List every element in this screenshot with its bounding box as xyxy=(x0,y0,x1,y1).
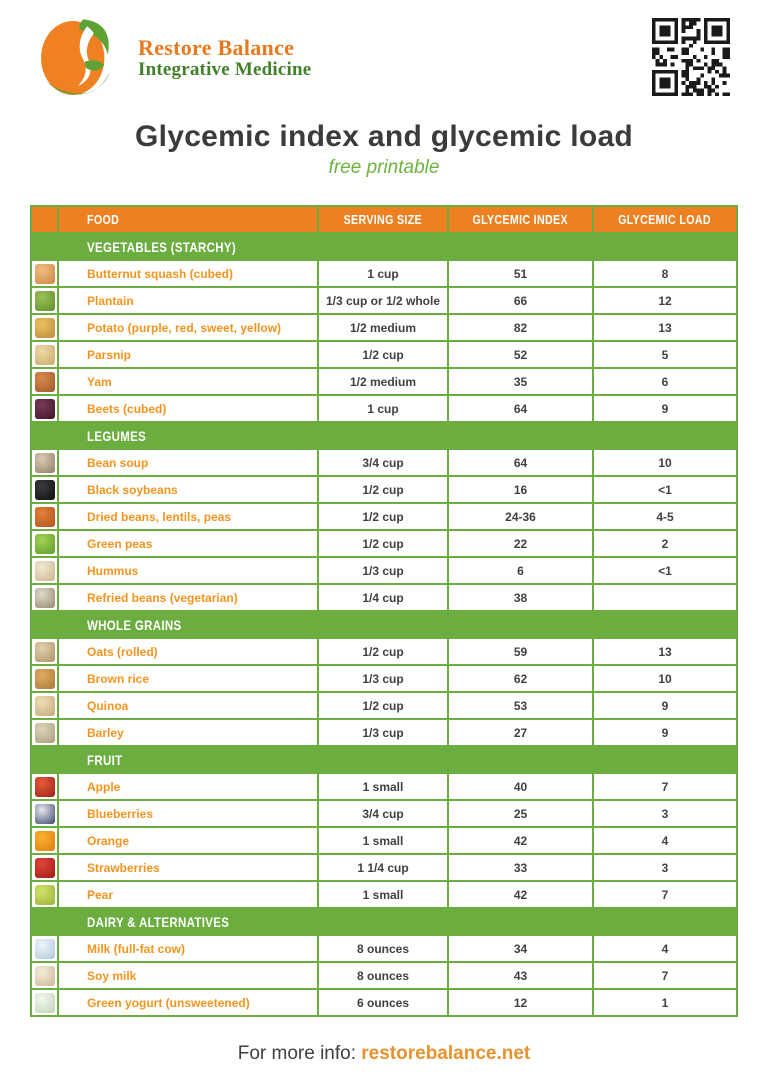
footer-text: For more info: xyxy=(237,1043,362,1064)
food-name: Strawberries xyxy=(59,855,317,880)
glycemic-load-value: 6 xyxy=(594,369,736,394)
table-row xyxy=(32,936,736,961)
food-icon-cell xyxy=(32,450,57,475)
page-subtitle: free printable xyxy=(328,157,440,178)
food-name: Refried beans (vegetarian) xyxy=(59,585,317,610)
brand-logo xyxy=(34,14,311,102)
green-peas-icon xyxy=(35,534,55,554)
food-icon-cell xyxy=(32,342,57,367)
brand-line1: Restore Balance xyxy=(138,35,295,61)
serving-size: 8 ounces xyxy=(319,963,447,988)
food-name: Beets (cubed) xyxy=(59,396,317,421)
table-row xyxy=(32,801,736,826)
table-row xyxy=(32,450,736,475)
glycemic-load-value: 8 xyxy=(594,261,736,286)
food-icon-cell xyxy=(32,585,57,610)
glycemic-index-value: 43 xyxy=(449,963,592,988)
table-row xyxy=(32,828,736,853)
serving-size: 1/4 cup xyxy=(319,585,447,610)
glycemic-load-value: 10 xyxy=(594,450,736,475)
glycemic-index-value: 82 xyxy=(449,315,592,340)
serving-size: 1/2 medium xyxy=(319,315,447,340)
glycemic-index-value: 35 xyxy=(449,369,592,394)
food-name: Pear xyxy=(59,882,317,907)
header-icon-spacer xyxy=(32,207,57,232)
food-name: Yam xyxy=(59,369,317,394)
food-name: Soy milk xyxy=(59,963,317,988)
table-row xyxy=(32,855,736,880)
food-icon-cell xyxy=(32,504,57,529)
section-header-legumes xyxy=(32,423,736,448)
food-icon-cell xyxy=(32,288,57,313)
glycemic-load-value: 7 xyxy=(594,774,736,799)
glycemic-load-value: 9 xyxy=(594,396,736,421)
bean-soup-icon xyxy=(35,453,55,473)
table-row xyxy=(32,477,736,502)
pear-icon xyxy=(35,885,55,905)
section-header-whole-grains xyxy=(32,612,736,637)
food-icon-cell xyxy=(32,936,57,961)
column-header-glycemic-index-label: GLYCEMIC INDEX xyxy=(472,212,569,227)
glycemic-index-value: 62 xyxy=(449,666,592,691)
serving-size: 8 ounces xyxy=(319,936,447,961)
footer xyxy=(0,1043,768,1065)
glycemic-load-value: <1 xyxy=(594,558,736,583)
page-title: Glycemic index and glycemic load xyxy=(134,120,634,153)
glycemic-index-value: 42 xyxy=(449,828,592,853)
glycemic-load-value: 7 xyxy=(594,882,736,907)
plantain-icon xyxy=(35,291,55,311)
brown-rice-icon xyxy=(35,669,55,689)
food-name: Blueberries xyxy=(59,801,317,826)
food-name: Dried beans, lentils, peas xyxy=(59,504,317,529)
glycemic-index-value: 52 xyxy=(449,342,592,367)
blueberries-icon xyxy=(35,804,55,824)
glycemic-load-value: 4-5 xyxy=(594,504,736,529)
food-name: Orange xyxy=(59,828,317,853)
apple-icon xyxy=(35,777,55,797)
food-icon-cell xyxy=(32,261,57,286)
brand-line2: Integrative Medicine xyxy=(138,58,312,80)
food-name: Milk (full-fat cow) xyxy=(59,936,317,961)
green-yogurt-icon xyxy=(35,993,55,1013)
table-row xyxy=(32,585,736,610)
glycemic-index-value: 51 xyxy=(449,261,592,286)
table-row xyxy=(32,639,736,664)
glycemic-index-value: 53 xyxy=(449,693,592,718)
glycemic-index-value: 22 xyxy=(449,531,592,556)
column-header-food xyxy=(59,207,317,232)
restore-balance-logo-icon xyxy=(34,14,122,102)
glycemic-load-value: 9 xyxy=(594,720,736,745)
food-icon-cell xyxy=(32,396,57,421)
glycemic-index-value: 24-36 xyxy=(449,504,592,529)
glycemic-table xyxy=(30,205,738,1017)
table-row xyxy=(32,531,736,556)
food-name: Green yogurt (unsweetened) xyxy=(59,990,317,1015)
food-icon-cell xyxy=(32,855,57,880)
table-row xyxy=(32,288,736,313)
serving-size: 1 small xyxy=(319,882,447,907)
food-icon-cell xyxy=(32,828,57,853)
glycemic-load-value: 2 xyxy=(594,531,736,556)
food-icon-cell xyxy=(32,963,57,988)
glycemic-index-value: 59 xyxy=(449,639,592,664)
table-row xyxy=(32,774,736,799)
food-name: Bean soup xyxy=(59,450,317,475)
serving-size: 1/2 medium xyxy=(319,369,447,394)
barley-icon xyxy=(35,723,55,743)
glycemic-load-value: 5 xyxy=(594,342,736,367)
food-icon-cell xyxy=(32,693,57,718)
serving-size: 1 small xyxy=(319,828,447,853)
beets-icon xyxy=(35,399,55,419)
serving-size: 6 ounces xyxy=(319,990,447,1015)
section-header-label: VEGETABLES (STARCHY) xyxy=(87,238,237,255)
table-row xyxy=(32,396,736,421)
food-icon-cell xyxy=(32,720,57,745)
food-name: Butternut squash (cubed) xyxy=(59,261,317,286)
glycemic-index-value: 34 xyxy=(449,936,592,961)
serving-size: 1/3 cup xyxy=(319,558,447,583)
dried-beans-lentils-icon xyxy=(35,507,55,527)
serving-size: 1/2 cup xyxy=(319,477,447,502)
table-row xyxy=(32,693,736,718)
food-icon-cell xyxy=(32,315,57,340)
column-header-food-label: FOOD xyxy=(87,212,120,227)
glycemic-index-value: 66 xyxy=(449,288,592,313)
table-row xyxy=(32,666,736,691)
serving-size: 3/4 cup xyxy=(319,801,447,826)
serving-size: 1 small xyxy=(319,774,447,799)
glycemic-load-value: 1 xyxy=(594,990,736,1015)
soy-milk-icon xyxy=(35,966,55,986)
potato-icon xyxy=(35,318,55,338)
strawberries-icon xyxy=(35,858,55,878)
glycemic-load-value: <1 xyxy=(594,477,736,502)
table-row xyxy=(32,342,736,367)
food-icon-cell xyxy=(32,801,57,826)
website-link[interactable]: restorebalance.net xyxy=(361,1043,531,1064)
food-icon-cell xyxy=(32,369,57,394)
food-icon-cell xyxy=(32,558,57,583)
table-row xyxy=(32,963,736,988)
serving-size: 1 1/4 cup xyxy=(319,855,447,880)
food-name: Plantain xyxy=(59,288,317,313)
glycemic-index-value: 33 xyxy=(449,855,592,880)
glycemic-index-value: 64 xyxy=(449,396,592,421)
serving-size: 1/3 cup xyxy=(319,666,447,691)
glycemic-index-value: 12 xyxy=(449,990,592,1015)
food-name: Potato (purple, red, sweet, yellow) xyxy=(59,315,317,340)
food-icon-cell xyxy=(32,477,57,502)
serving-size: 1/2 cup xyxy=(319,531,447,556)
food-name: Hummus xyxy=(59,558,317,583)
food-icon-cell xyxy=(32,882,57,907)
table-row xyxy=(32,882,736,907)
food-icon-cell xyxy=(32,639,57,664)
oats-icon xyxy=(35,642,55,662)
table-row xyxy=(32,720,736,745)
table-row xyxy=(32,990,736,1015)
quinoa-icon xyxy=(35,696,55,716)
serving-size: 1/2 cup xyxy=(319,693,447,718)
table-row xyxy=(32,558,736,583)
orange-icon xyxy=(35,831,55,851)
column-header-serving-size-label: SERVING SIZE xyxy=(343,212,423,227)
food-name: Green peas xyxy=(59,531,317,556)
glycemic-index-value: 42 xyxy=(449,882,592,907)
serving-size: 3/4 cup xyxy=(319,450,447,475)
qr-code xyxy=(652,18,730,96)
food-name: Barley xyxy=(59,720,317,745)
glycemic-load-value: 13 xyxy=(594,639,736,664)
glycemic-load-value: 4 xyxy=(594,828,736,853)
black-soybeans-icon xyxy=(35,480,55,500)
serving-size: 1/3 cup or 1/2 whole xyxy=(319,288,447,313)
refried-beans-icon xyxy=(35,588,55,608)
food-icon-cell xyxy=(32,990,57,1015)
serving-size: 1/3 cup xyxy=(319,720,447,745)
glycemic-load-value: 4 xyxy=(594,936,736,961)
section-header-label: WHOLE GRAINS xyxy=(87,616,182,633)
glycemic-index-value: 16 xyxy=(449,477,592,502)
glycemic-load-value: 13 xyxy=(594,315,736,340)
glycemic-index-value: 25 xyxy=(449,801,592,826)
glycemic-index-value: 27 xyxy=(449,720,592,745)
glycemic-index-value: 64 xyxy=(449,450,592,475)
serving-size: 1 cup xyxy=(319,261,447,286)
hummus-icon xyxy=(35,561,55,581)
column-header-glycemic-load xyxy=(594,207,736,232)
parsnip-icon xyxy=(35,345,55,365)
section-header-label: FRUIT xyxy=(87,751,123,768)
column-header-glycemic-load-label: GLYCEMIC LOAD xyxy=(618,212,712,227)
column-header-serving-size xyxy=(319,207,447,232)
food-name: Parsnip xyxy=(59,342,317,367)
food-name: Apple xyxy=(59,774,317,799)
glycemic-load-value: 7 xyxy=(594,963,736,988)
food-name: Oats (rolled) xyxy=(59,639,317,664)
food-name: Black soybeans xyxy=(59,477,317,502)
section-header-label: DAIRY & ALTERNATIVES xyxy=(87,913,230,930)
table-row xyxy=(32,504,736,529)
table-row xyxy=(32,315,736,340)
serving-size: 1/2 cup xyxy=(319,639,447,664)
glycemic-load-value: 12 xyxy=(594,288,736,313)
glycemic-load-value: 3 xyxy=(594,855,736,880)
glycemic-load-value: 10 xyxy=(594,666,736,691)
food-icon-cell xyxy=(32,774,57,799)
section-header-vegetables-starchy xyxy=(32,234,736,259)
glycemic-index-value: 40 xyxy=(449,774,592,799)
yam-icon xyxy=(35,372,55,392)
food-name: Brown rice xyxy=(59,666,317,691)
serving-size: 1/2 cup xyxy=(319,504,447,529)
butternut-squash-icon xyxy=(35,264,55,284)
food-icon-cell xyxy=(32,531,57,556)
glycemic-index-value: 6 xyxy=(449,558,592,583)
table-row xyxy=(32,261,736,286)
brand-name xyxy=(138,36,311,79)
serving-size: 1 cup xyxy=(319,396,447,421)
food-icon-cell xyxy=(32,666,57,691)
section-header-fruit xyxy=(32,747,736,772)
food-name: Quinoa xyxy=(59,693,317,718)
glycemic-load-value xyxy=(594,585,736,610)
column-header-glycemic-index xyxy=(449,207,592,232)
section-header-dairy-alternatives xyxy=(32,909,736,934)
milk-icon xyxy=(35,939,55,959)
glycemic-load-value: 9 xyxy=(594,693,736,718)
serving-size: 1/2 cup xyxy=(319,342,447,367)
table-row xyxy=(32,369,736,394)
glycemic-load-value: 3 xyxy=(594,801,736,826)
table-header-row xyxy=(32,207,736,232)
glycemic-index-value: 38 xyxy=(449,585,592,610)
section-header-label: LEGUMES xyxy=(87,427,147,444)
